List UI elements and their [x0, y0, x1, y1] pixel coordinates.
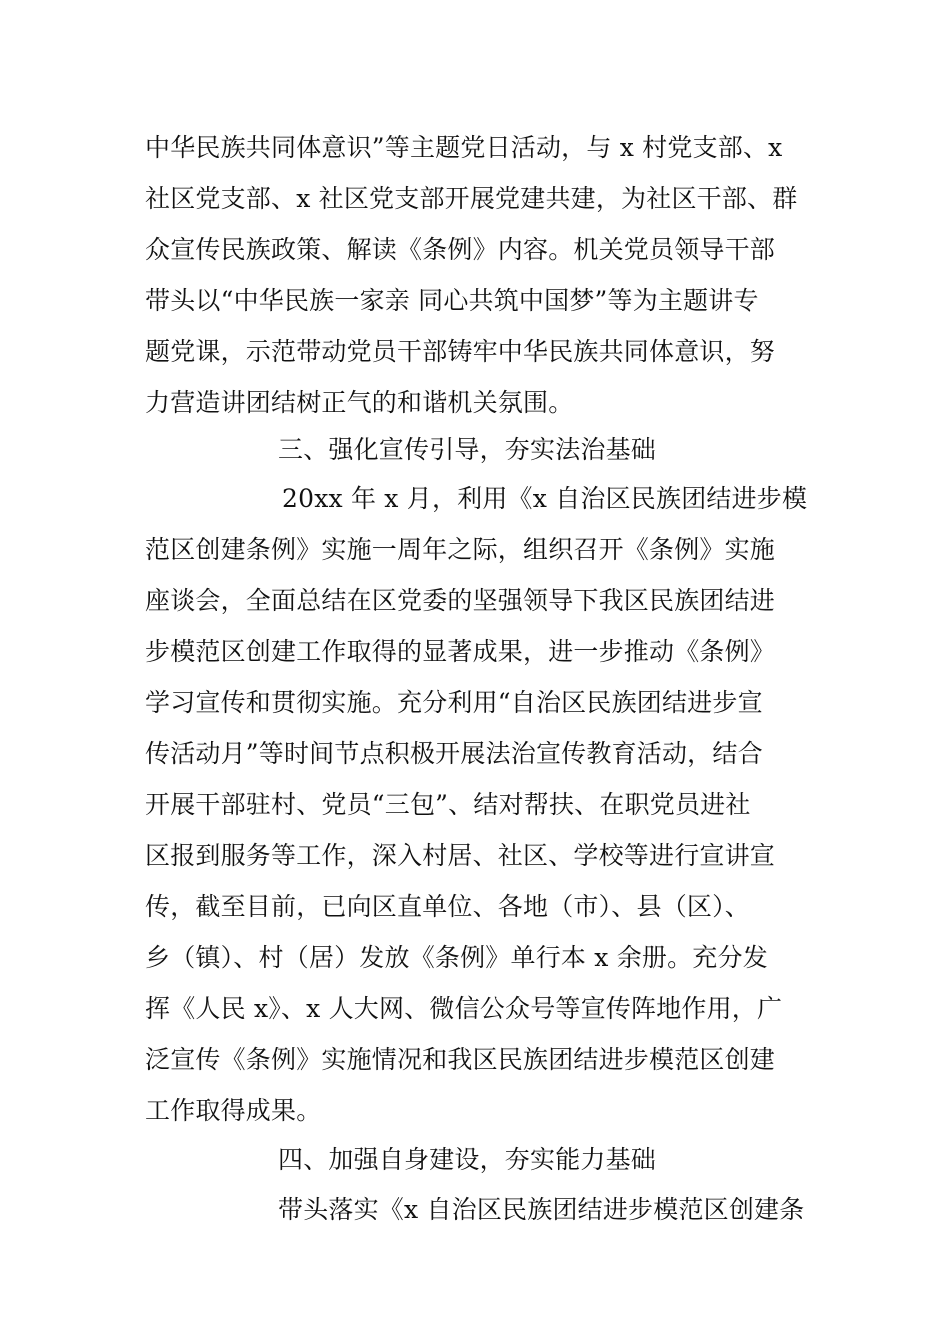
paragraph-3-line-1: 带头落实《x 自治区民族团结进步模范区创建条 — [278, 1195, 805, 1224]
paragraph-2-line-6: 传活动月”等时间节点积极开展法治宣传教育活动，结合 — [145, 739, 763, 768]
paragraph-1-line-4: 带头以“中华民族一家亲 同心共筑中国梦”等为主题讲专 — [145, 286, 759, 315]
paragraph-2-line-10: 乡（镇）、村（居）发放《条例》单行本 x 余册。充分发 — [145, 943, 768, 972]
paragraph-1-line-1: 中华民族共同体意识”等主题党日活动，与 x 村党支部、x — [145, 133, 783, 162]
paragraph-2-line-7: 开展干部驻村、党员“三包”、结对帮扶、在职党员进社 — [145, 790, 751, 819]
paragraph-2-line-9: 传，截至目前，已向区直单位、各地（市）、县（区）、 — [145, 892, 751, 921]
paragraph-1-line-3: 众宣传民族政策、解读《条例》内容。机关党员领导干部 — [145, 235, 776, 264]
paragraph-2-line-11: 挥《人民 x》、x 人大网、微信公众号等宣传阵地作用，广 — [145, 994, 783, 1023]
paragraph-1-line-2: 社区党支部、x 社区党支部开展党建共建，为社区干部、群 — [145, 184, 798, 213]
paragraph-2-line-13: 工作取得成果。 — [145, 1096, 322, 1125]
paragraph-2-line-4: 步模范区创建工作取得的显著成果，进一步推动《条例》 — [145, 637, 776, 666]
paragraph-1-line-6: 力营造讲团结树正气的和谐机关氛围。 — [145, 388, 574, 417]
paragraph-2-line-8: 区报到服务等工作，深入村居、社区、学校等进行宣讲宣 — [145, 841, 776, 870]
paragraph-2-line-2: 范区创建条例》实施一周年之际，组织召开《条例》实施 — [145, 535, 776, 564]
section-heading-4: 四、加强自身建设，夯实能力基础 — [278, 1145, 657, 1174]
paragraph-2-line-1: 20xx 年 x 月，利用《x 自治区民族团结进步模 — [282, 484, 808, 513]
paragraph-2-line-5: 学习宣传和贯彻实施。充分利用“自治区民族团结进步宣 — [145, 688, 763, 717]
paragraph-2-line-3: 座谈会，全面总结在区党委的坚强领导下我区民族团结进 — [145, 586, 776, 615]
paragraph-1-line-5: 题党课，示范带动党员干部铸牢中华民族共同体意识，努 — [145, 337, 776, 366]
section-heading-3: 三、强化宣传引导，夯实法治基础 — [278, 435, 657, 464]
paragraph-2-line-12: 泛宣传《条例》实施情况和我区民族团结进步模范区创建 — [145, 1045, 776, 1074]
